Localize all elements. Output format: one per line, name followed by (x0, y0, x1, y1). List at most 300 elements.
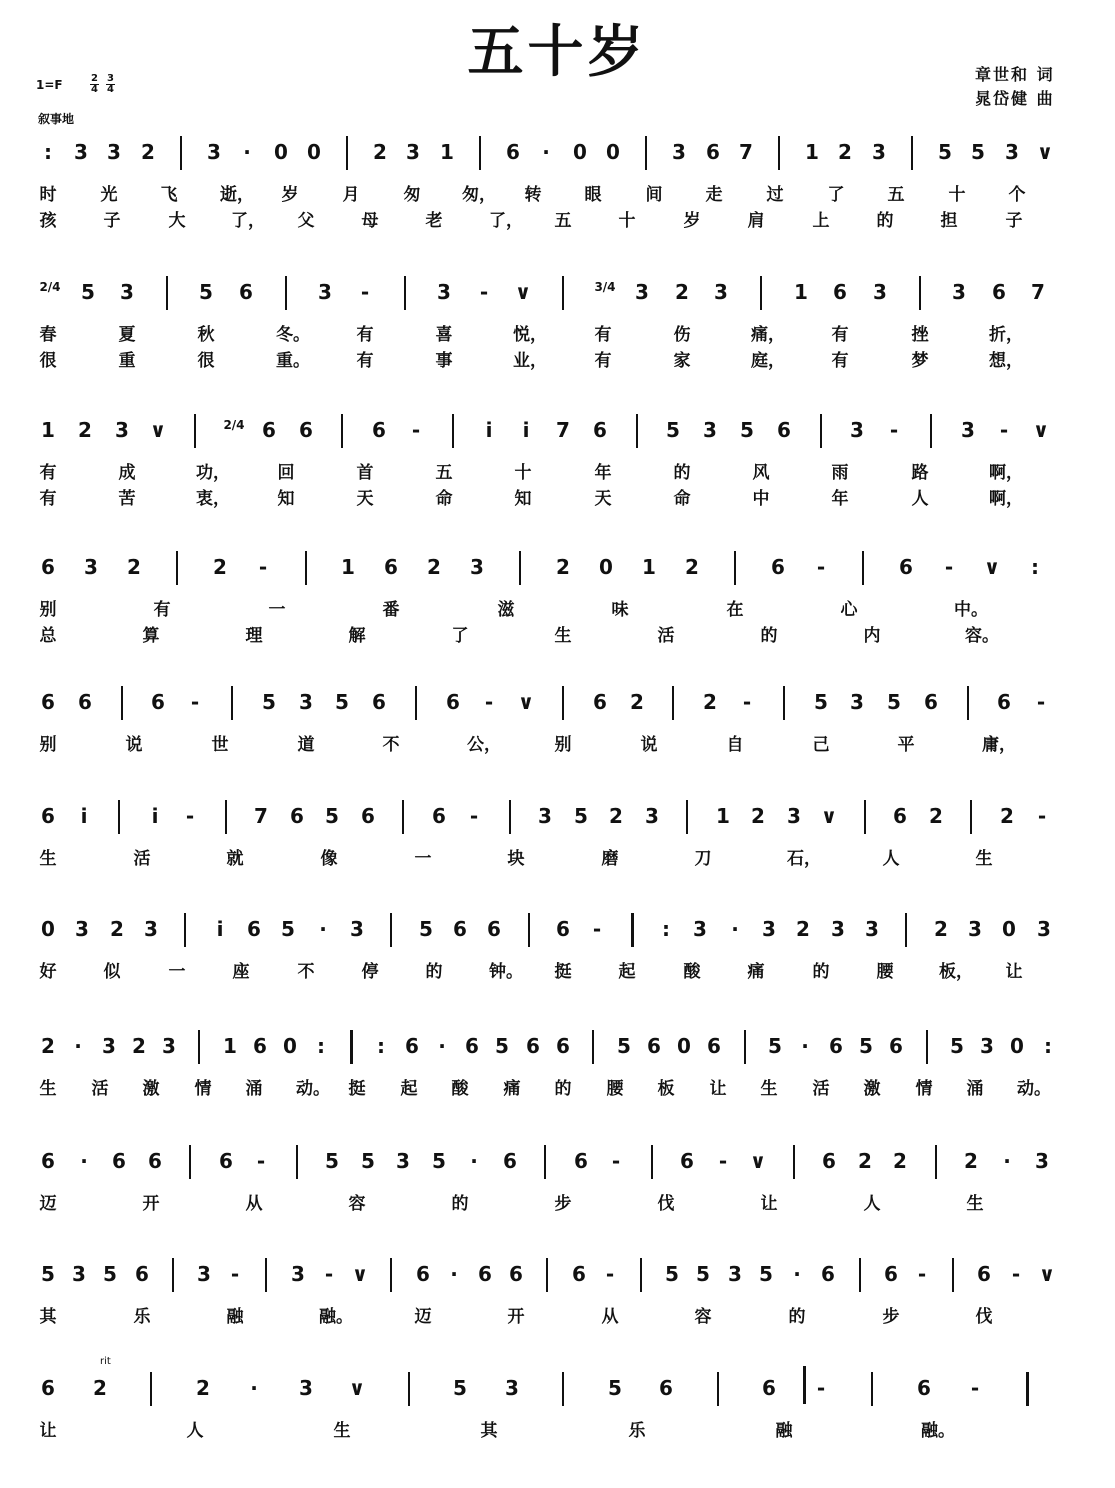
lyric-syllable: 活 (91, 1079, 109, 1099)
note: 0 (274, 140, 288, 164)
note: 3 (505, 1376, 519, 1400)
lyric-syllable: 有 (39, 489, 57, 509)
note: 5 (768, 1034, 782, 1058)
note: 3 (197, 1262, 211, 1286)
note: 6 (41, 555, 55, 579)
lyric-syllable: 道 (297, 735, 315, 755)
note: 6 (453, 917, 467, 941)
lyric-syllable: 回 (277, 463, 295, 483)
note: · (243, 140, 251, 164)
note: 5 (361, 1149, 375, 1173)
lyric-syllable: 激 (142, 1079, 160, 1099)
note: 6 (372, 418, 386, 442)
note: - (718, 1149, 728, 1173)
note: 3 (714, 280, 728, 304)
note: - (484, 690, 494, 714)
note: 3 (299, 690, 313, 714)
lyric-syllable: 间 (645, 185, 663, 205)
lyric-syllable: 的 (451, 1194, 469, 1214)
note: - (1037, 804, 1047, 828)
barline (967, 686, 969, 720)
note: 6 (762, 1376, 776, 1400)
notes-row (38, 1030, 1076, 1064)
note: 6 (556, 1034, 570, 1058)
lyric-syllable: 痛 (747, 962, 765, 982)
barline (341, 414, 343, 448)
note: 6 (253, 1034, 267, 1058)
lyric-syllable: 梦 (911, 351, 929, 371)
lyric-syllable: 平 (897, 735, 915, 755)
lyric-syllable: 其 (480, 1421, 498, 1441)
note: 6 (706, 140, 720, 164)
lyrics-verse-1 (38, 458, 1076, 482)
lyric-syllable: 座 (232, 962, 250, 982)
lyric-syllable: 月 (342, 185, 360, 205)
note: 5 (859, 1034, 873, 1058)
note: 6 (509, 1262, 523, 1286)
note: 5 (574, 804, 588, 828)
lyric-syllable: 个 (1008, 185, 1026, 205)
lyric-syllable: 时 (39, 185, 57, 205)
lyric-syllable: 转 (524, 185, 542, 205)
lyric-syllable: 融。 (921, 1421, 955, 1441)
lyric-syllable: 春 (39, 325, 57, 345)
lyric-syllable: 一 (168, 962, 186, 982)
lyrics-verse-1 (38, 730, 1076, 754)
song-title: 五十岁 (467, 20, 648, 85)
note: 6 (574, 1149, 588, 1173)
lyric-syllable: 从 (601, 1307, 619, 1327)
note: 6 (247, 917, 261, 941)
note: 0 (307, 140, 321, 164)
note: 3 (850, 690, 864, 714)
lyric-syllable: 不 (297, 962, 315, 982)
note: 3 (703, 418, 717, 442)
lyric-syllable: 步 (882, 1307, 900, 1327)
lyric-syllable: 的 (812, 962, 830, 982)
lyric-syllable: 雨 (831, 463, 849, 483)
lyric-syllable: 很 (197, 351, 215, 371)
note: - (360, 280, 370, 304)
note: 5 (759, 1262, 773, 1286)
note: 5 (665, 1262, 679, 1286)
lyric-syllable: 让 (760, 1194, 778, 1214)
note: 1 (341, 555, 355, 579)
note: - (411, 418, 421, 442)
barline (871, 1372, 873, 1406)
lyricist-credit: 章世和 词 (975, 65, 1055, 84)
barline (744, 1030, 746, 1064)
note: 3 (107, 140, 121, 164)
note: 5 (325, 1149, 339, 1173)
note: i (151, 804, 159, 828)
lyric-syllable: 知 (514, 489, 532, 509)
note: : (662, 917, 670, 941)
lyric-syllable: 想， (989, 351, 1023, 371)
barline (118, 800, 120, 834)
note: 6 (889, 1034, 903, 1058)
note: · (438, 1034, 446, 1058)
note: - (917, 1262, 927, 1286)
barline (820, 414, 822, 448)
lyric-syllable: 了， (231, 211, 265, 231)
note: 5 (666, 418, 680, 442)
lyric-syllable: 了 (451, 626, 469, 646)
note: 5 (814, 690, 828, 714)
lyric-syllable: 业， (513, 351, 547, 371)
note: 1 (805, 140, 819, 164)
barline (935, 1145, 937, 1179)
note: 6 (659, 1376, 673, 1400)
lyric-syllable: 内 (863, 626, 881, 646)
note: 2 (630, 690, 644, 714)
lyric-syllable: 命 (673, 489, 691, 509)
note: 0 (573, 140, 587, 164)
note: 6 (917, 1376, 931, 1400)
barline (198, 1030, 200, 1064)
lyric-syllable: 人 (863, 1194, 881, 1214)
lyric-syllable: 容 (348, 1194, 366, 1214)
tempo-marking: 叙事地 (38, 112, 75, 126)
note: ∨ (517, 690, 535, 714)
lyric-syllable: 功， (196, 463, 230, 483)
time-sig-b-den: 4 (107, 84, 114, 95)
barline (952, 1258, 954, 1292)
lyric-syllable: 秋 (197, 325, 215, 345)
lyrics-verse-2 (38, 206, 1076, 230)
note: 0 (677, 1034, 691, 1058)
note: 6 (977, 1262, 991, 1286)
note: - (605, 1262, 615, 1286)
lyric-syllable: 滋 (497, 600, 515, 620)
lyric-syllable: 块 (507, 849, 525, 869)
note: ∨ (351, 1262, 369, 1286)
note: - (970, 1376, 980, 1400)
barline (544, 1145, 546, 1179)
barline (296, 1145, 298, 1179)
lyrics-verse-2 (38, 346, 1076, 370)
barline (672, 686, 674, 720)
barline (636, 414, 638, 448)
lyric-syllable: 十 (948, 185, 966, 205)
barline (760, 276, 762, 310)
note: 6 (465, 1034, 479, 1058)
note: : (1031, 555, 1039, 579)
lyric-syllable: 开 (507, 1307, 525, 1327)
note: i (216, 917, 224, 941)
lyric-syllable: 伐 (975, 1307, 993, 1327)
lyric-syllable: 的 (788, 1307, 806, 1327)
notes-row (38, 414, 1076, 448)
lyric-syllable: 酸 (683, 962, 701, 982)
note: 1 (794, 280, 808, 304)
note: 6 (41, 1149, 55, 1173)
barline (184, 913, 186, 947)
lyric-syllable: 动。 (1017, 1079, 1051, 1099)
lyric-syllable: 解 (348, 626, 366, 646)
lyric-syllable: 涌 (245, 1079, 263, 1099)
note: 3 (873, 280, 887, 304)
note: 5 (335, 690, 349, 714)
note: 5 (950, 1034, 964, 1058)
lyrics-verse-1 (38, 1302, 1076, 1326)
lyrics-verse-1 (38, 957, 1076, 981)
lyric-syllable: 让 (1005, 962, 1023, 982)
lyric-syllable: 石， (787, 849, 821, 869)
lyrics-verse-1 (38, 1416, 1076, 1440)
note: 6 (405, 1034, 419, 1058)
note: 2 (78, 418, 92, 442)
lyric-syllable: 伤 (673, 325, 691, 345)
note: ∨ (149, 418, 167, 442)
lyric-syllable: 有 (831, 351, 849, 371)
barline (734, 551, 736, 585)
note: 5 (971, 140, 985, 164)
barline (546, 1258, 548, 1292)
lyric-syllable: 就 (226, 849, 244, 869)
note: 5 (103, 1262, 117, 1286)
barline (631, 913, 634, 947)
lyric-syllable: 别 (39, 735, 57, 755)
notes-row (38, 800, 1076, 834)
barline (172, 1258, 174, 1292)
barline (717, 1372, 719, 1406)
note: 5 (608, 1376, 622, 1400)
lyric-syllable: 年 (831, 489, 849, 509)
note: 6 (822, 1149, 836, 1173)
note: - (1036, 690, 1046, 714)
time-sig-a-num: 2 (91, 73, 98, 84)
note: 6 (478, 1262, 492, 1286)
lyric-syllable: 番 (382, 600, 400, 620)
lyric-syllable: 融 (775, 1421, 793, 1441)
lyric-syllable: 理 (245, 626, 263, 646)
note: 2 (373, 140, 387, 164)
lyric-syllable: 重。 (276, 351, 310, 371)
lyric-syllable: 世 (211, 735, 229, 755)
note: 7 (739, 140, 753, 164)
lyric-syllable: 眼 (584, 185, 602, 205)
lyric-syllable: 开 (142, 1194, 160, 1214)
lyric-syllable: 伐 (657, 1194, 675, 1214)
note: - (190, 690, 200, 714)
lyric-syllable: 生 (554, 626, 572, 646)
barline (402, 800, 404, 834)
lyric-syllable: 公， (467, 735, 501, 755)
note: 6 (593, 418, 607, 442)
lyric-syllable: 乐 (628, 1421, 646, 1441)
barline (778, 136, 780, 170)
lyric-syllable: 别 (554, 735, 572, 755)
note: 3 (120, 280, 134, 304)
note: - (1011, 1262, 1021, 1286)
note: : (377, 1034, 385, 1058)
note: 3 (952, 280, 966, 304)
lyric-syllable: 过 (766, 185, 784, 205)
lyric-syllable: 父 (297, 211, 315, 231)
note: 6 (884, 1262, 898, 1286)
note: 3 (350, 917, 364, 941)
lyric-syllable: 有 (356, 351, 374, 371)
note: 6 (924, 690, 938, 714)
barline (180, 136, 182, 170)
note: - (742, 690, 752, 714)
barline (562, 1372, 564, 1406)
note: 6 (262, 418, 276, 442)
lyric-syllable: 夏 (118, 325, 136, 345)
note: - (816, 555, 826, 579)
lyric-syllable: 的 (673, 463, 691, 483)
barline (189, 1145, 191, 1179)
note: · (470, 1149, 478, 1173)
barline (166, 276, 168, 310)
note: 3 (831, 917, 845, 941)
lyric-syllable: 让 (39, 1421, 57, 1441)
barline (911, 136, 913, 170)
note: 3 (693, 917, 707, 941)
note: 3 (207, 140, 221, 164)
note: 3 (75, 917, 89, 941)
lyric-syllable: 酸 (451, 1079, 469, 1099)
lyric-syllable: 啊， (989, 463, 1023, 483)
note: 6 (219, 1149, 233, 1173)
lyric-syllable: 知 (277, 489, 295, 509)
note: - (944, 555, 954, 579)
time-signature-a (90, 74, 99, 95)
note: 6 (572, 1262, 586, 1286)
barline (519, 551, 521, 585)
lyrics-verse-1 (38, 1074, 1076, 1098)
lyric-syllable: 在 (726, 600, 744, 620)
lyric-syllable: 挺 (348, 1079, 366, 1099)
barline (194, 414, 196, 448)
note: 3 (396, 1149, 410, 1173)
note: · (74, 1034, 82, 1058)
lyric-syllable: 自 (726, 735, 744, 755)
lyric-syllable: 大 (168, 211, 186, 231)
note: 0 (1002, 917, 1016, 941)
note: 3 (162, 1034, 176, 1058)
lyric-syllable: 的 (554, 1079, 572, 1099)
lyric-syllable: 了， (489, 211, 523, 231)
ritardando-marking: rit (100, 1356, 111, 1367)
lyric-syllable: 走 (705, 185, 723, 205)
note: 5 (419, 917, 433, 941)
note: 5 (81, 280, 95, 304)
note: 2 (1000, 804, 1014, 828)
note: 6 (893, 804, 907, 828)
lyric-syllable: 容。 (965, 626, 999, 646)
lyric-syllable: 子 (103, 211, 121, 231)
note: ∨ (1038, 1262, 1056, 1286)
note: 5 (262, 690, 276, 714)
lyric-syllable: 中。 (954, 600, 988, 620)
lyric-syllable: 光 (100, 185, 118, 205)
barline (509, 800, 511, 834)
lyric-syllable: 算 (142, 626, 160, 646)
lyric-syllable: 命 (435, 489, 453, 509)
notes-row (38, 686, 1076, 720)
note: 6 (680, 1149, 694, 1173)
lyric-syllable: 从 (245, 1194, 263, 1214)
lyric-syllable: 事 (435, 351, 453, 371)
barline (970, 800, 972, 834)
note: 6 (361, 804, 375, 828)
note: 2 (893, 1149, 907, 1173)
barline (1026, 1372, 1029, 1406)
notes-row (38, 136, 1076, 170)
note: 5 (453, 1376, 467, 1400)
lyric-syllable: 乐 (133, 1307, 151, 1327)
lyric-syllable: 的 (425, 962, 443, 982)
note: · (793, 1262, 801, 1286)
note: 0 (606, 140, 620, 164)
lyric-syllable: 了 (827, 185, 845, 205)
lyric-syllable: 腰 (876, 962, 894, 982)
lyric-syllable: 家 (673, 351, 691, 371)
lyric-syllable: 岁 (683, 211, 701, 231)
note: 6 (290, 804, 304, 828)
lyric-syllable: 活 (812, 1079, 830, 1099)
barline (350, 1030, 353, 1064)
lyric-syllable: 十 (618, 211, 636, 231)
barline (231, 686, 233, 720)
note: 6 (707, 1034, 721, 1058)
barline (686, 800, 688, 834)
note: 2 (127, 555, 141, 579)
notes-row (38, 276, 1076, 310)
note: 2 (196, 1376, 210, 1400)
lyric-syllable: 有 (39, 463, 57, 483)
lyric-syllable: 有 (594, 325, 612, 345)
note: 3 (672, 140, 686, 164)
lyric-syllable: 首 (356, 463, 374, 483)
note: 5 (41, 1262, 55, 1286)
lyric-syllable: 的 (876, 211, 894, 231)
barline (528, 913, 530, 947)
note: 3 (968, 917, 982, 941)
lyric-syllable: 生 (333, 1421, 351, 1441)
note: 2 (556, 555, 570, 579)
note: ∨ (1036, 140, 1054, 164)
lyric-syllable: 似 (103, 962, 121, 982)
note: 6 (41, 1376, 55, 1400)
lyric-syllable: 飞 (160, 185, 178, 205)
note: 7 (1031, 280, 1045, 304)
lyric-syllable: 像 (320, 849, 338, 869)
lyric-syllable: 年 (594, 463, 612, 483)
note: - (816, 1376, 826, 1400)
note: 2 (93, 1376, 107, 1400)
lyric-syllable: 总 (39, 626, 57, 646)
lyric-syllable: 五 (435, 463, 453, 483)
lyric-syllable: 衷， (196, 489, 230, 509)
note: 6 (771, 555, 785, 579)
note: 5 (887, 690, 901, 714)
lyric-syllable: 一 (414, 849, 432, 869)
note: 3 (787, 804, 801, 828)
note: : (317, 1034, 325, 1058)
note: 0 (599, 555, 613, 579)
lyric-syllable: 有 (594, 351, 612, 371)
note: - (592, 917, 602, 941)
note: 6 (593, 690, 607, 714)
note: - (324, 1262, 334, 1286)
note: · (80, 1149, 88, 1173)
note: - (999, 418, 1009, 442)
lyric-syllable: 庸， (982, 735, 1016, 755)
note: 3 (762, 917, 776, 941)
